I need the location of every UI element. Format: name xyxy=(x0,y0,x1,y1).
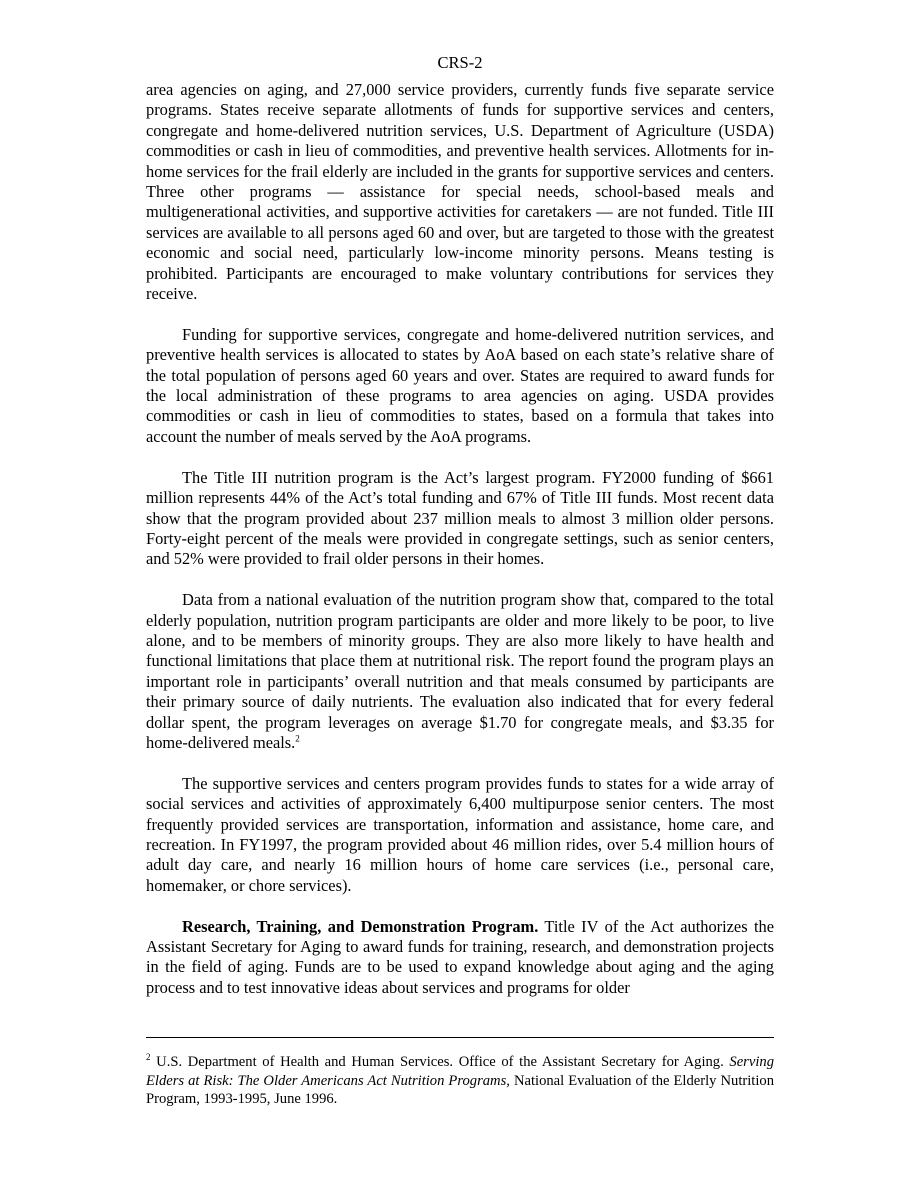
paragraph-research-training xyxy=(146,917,774,999)
paragraph-title-iii-programs: area agencies on aging, and 27,000 service providers, currently funds five separate service programs. States receive separate allotments of funds for supportive services and centers, congregate and home-delivered nutrition services, U.S. Department of Agriculture (USDA) commodities or cash in lieu of commodities, and preventive health services. Allotments for in-home services for the frail elderly are included in the grants for supportive services and centers. Three other programs — assistance for special needs, school-based meals and multigenerational activities, and supportive activities for caretakers — are not funded. Title III services are available to all persons aged 60 and over, but are targeted to those with the greatest economic and social need, particularly low-income minority persons. Means testing is prohibited. Participants are encouraged to make voluntary contributions for services they receive. xyxy=(146,80,774,304)
footnote-number: 2 xyxy=(146,1052,151,1063)
section-heading-research-training: Research, Training, and Demonstration Program. xyxy=(182,916,539,936)
paragraph-nutrition-program: The Title III nutrition program is the Act’s largest program. FY2000 funding of $661 million represents 44% of the Act’s total funding and 67% of Title III funds. Most recent data show that the program provided about 237 million meals to almost 3 million older persons. Forty-eight percent of the meals were provided in congregate settings, such as senior centers, and 52% were provided to frail older persons in their homes. xyxy=(146,467,774,569)
paragraph-funding-allocation: Funding for supportive services, congregate and home-delivered nutrition services, and preventive health services is allocated to states by AoA based on each state’s relative share of the total population of persons aged 60 years and over. States are required to award funds for the local administration of these programs to area agencies on aging. USDA provides commodities or cash in lieu of commodities to states, based on a formula that takes into account the number of meals served by the AoA programs. xyxy=(146,324,774,446)
paragraph-nutrition-evaluation xyxy=(146,590,774,753)
footnotes xyxy=(146,1053,774,1109)
page-body xyxy=(146,52,774,998)
footnote-reference: 2 xyxy=(295,733,300,744)
footnote-text-after: , National Evaluation of the Elderly Nutrition Program, 1993-1995, June 1996. xyxy=(146,1072,774,1107)
footnote-2 xyxy=(146,1053,774,1109)
paragraph-supportive-services: The supportive services and centers program provides funds to states for a wide array of social services and activities of approximately 6,400 multipurpose senior centers. The most frequently provided services are transportation, information and assistance, home care, and recreation. In FY1997, the program provided about 46 million rides, over 5.4 million hours of adult day care, and nearly 16 million hours of home care services (i.e., personal care, homemaker, or chore services). xyxy=(146,773,774,895)
page-header: CRS-2 xyxy=(437,53,483,72)
footnote-text-before: U.S. Department of Health and Human Services. Office of the Assistant Secretary for Aging. xyxy=(150,1054,730,1070)
footnote-title: Serving Elders at Risk: The Older Americans Act Nutrition Programs xyxy=(146,1054,774,1089)
paragraph-research-training-text: Title IV of the Act authorizes the Assistant Secretary for Aging to award funds for training, research, and demonstration projects in the field of aging. Funds are to be used to expand knowledge about aging and the aging process and to test innovative ideas about services and programs for older xyxy=(146,916,775,997)
paragraph-nutrition-evaluation-text: Data from a national evaluation of the nutrition program show that, compared to the total elderly population, nutrition program participants are older and more likely to be poor, to live alone, and to be members of minority groups. They are also more likely to have health and functional limitations that place them at nutritional risk. The report found the program plays an important role in participants’ overall nutrition and that meals consumed by participants are their primary source of daily nutrients. The evaluation also indicated that for every federal dollar spent, the program leverages on average $1.70 for congregate meals, and $3.35 for home-delivered meals. xyxy=(146,590,774,752)
footnote-divider xyxy=(146,1037,774,1038)
